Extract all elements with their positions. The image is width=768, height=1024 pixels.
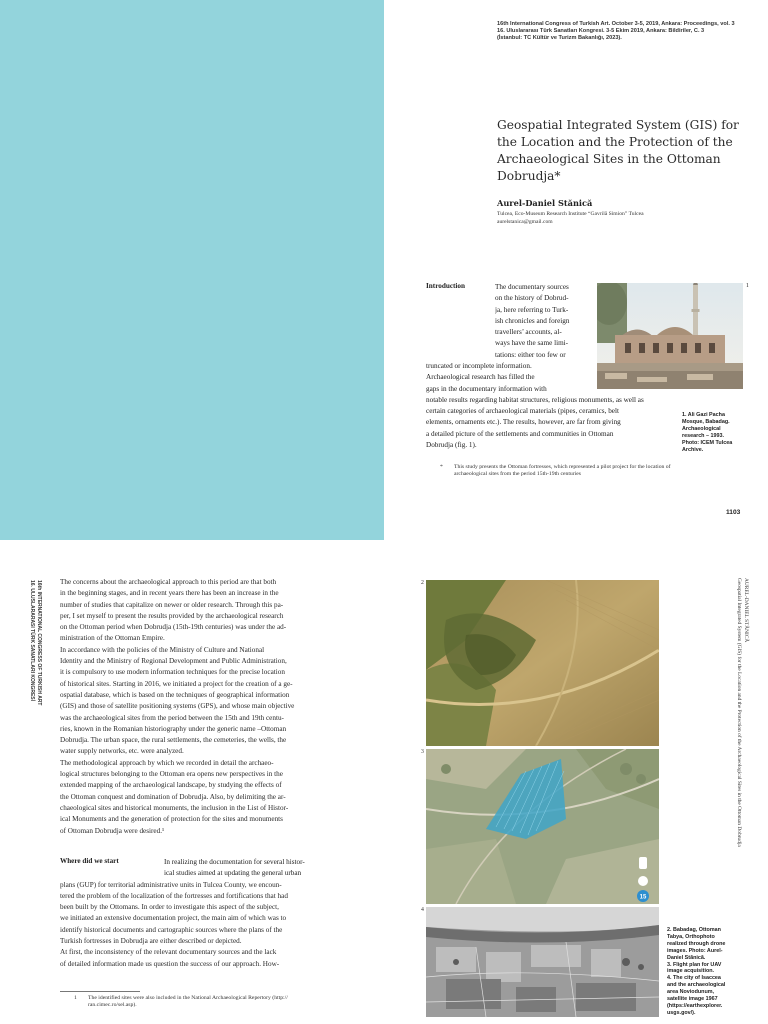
text-line: Archaeological research has filled the <box>426 373 535 382</box>
caption-line: image acquisition. <box>667 968 715 975</box>
footnote-line: ran.cimec.ro/sel.asp). <box>88 1002 137 1009</box>
intro-paragraph-narrow <box>495 282 591 361</box>
text-line: tered the problem of the localization of the fortresses and fortifications that had <box>60 891 288 900</box>
where-paragraph-wide <box>60 880 344 970</box>
figure-4-satellite-image <box>426 907 659 1017</box>
caption-line: Photo: ICEM Tulcea <box>682 439 733 446</box>
text-line: ical studies aimed at updating the general urban <box>164 869 302 878</box>
section-heading-where-did-we-start: Where did we start <box>60 857 119 865</box>
figure-1-number: 1 <box>746 283 749 289</box>
text-line: on the Ottoman period when Dobrudja (15th-19th centuries) was under the ad- <box>60 623 287 632</box>
text-line: of Ottoman Dobrudja were desired.¹ <box>60 826 165 835</box>
caption-line: realized through drone <box>667 940 726 947</box>
caption-line: Mosque, Babadag. <box>682 418 730 425</box>
figure-2-orthophoto <box>426 580 659 746</box>
text-line: ical Monuments and the generation of protection for the sites and monuments <box>60 815 283 824</box>
figure-4-number: 4 <box>421 907 424 913</box>
where-paragraph-narrow <box>164 857 344 880</box>
text-line: logical structures belonging to the Ottoman era opens new perspectives in the <box>60 770 283 779</box>
caption-line: usgs.gov/). <box>667 1009 696 1016</box>
text-line: At first, the inconsistency of the relevant documentary sources and the lack <box>60 948 277 957</box>
page-number: 1103 <box>726 509 741 516</box>
teal-cover-panel <box>0 0 384 540</box>
footnote-line: The identified sites were also included in the National Archaeological Repertory (http:// <box>88 995 288 1001</box>
text-line: of historical sites. Starting in 2016, we initiated a project for the creation of a ge- <box>60 679 293 688</box>
figures-2-4-captions <box>667 927 737 1017</box>
text-line: notable results regarding habitat structures, religious monuments, as well as <box>426 395 644 404</box>
text-line: chaeological sites and historical monuments, the inclusion in the List of Histor- <box>60 803 289 812</box>
text-line: The documentary sources <box>495 283 569 291</box>
text-line: ries, known in the Romanian historiography under the generic name –Ottoman <box>60 724 287 733</box>
text-line: been built by the Ottomans. In order to investigate this aspect of the subject, <box>60 903 279 912</box>
caption-line: (https://earthexplorer. <box>667 1002 723 1009</box>
caption-line: Tabya, Orthophoto <box>667 933 715 940</box>
running-header-lines <box>28 580 42 705</box>
text-line: truncated or incomplete information. <box>426 362 532 370</box>
text-line: identify historical documents and cartographic sources where the plans of the <box>60 925 283 934</box>
footnote-text: This study presents the Ottoman fortresses, which represented a pilot project for the location of archaeological sites from the period 15th-19th centuries <box>454 464 671 478</box>
text-line: travellers’ accounts, al- <box>495 328 562 337</box>
text-line: in the beginning stages, and in recent years there has been an increase in the <box>60 589 279 598</box>
author-email: aurelstanica@gmail.com <box>497 218 553 225</box>
text-line: Dobrudja. The urban space, the rural settlements, the cemeteries, the wells, the <box>60 736 287 745</box>
running-header-vertical-left <box>28 580 42 720</box>
map-zoom-badge: 15 <box>639 894 647 901</box>
footnote-text <box>88 995 344 1009</box>
text-line: The methodological approach by which we recorded in detail the archaeo- <box>60 758 274 767</box>
running-header-lines <box>735 578 749 847</box>
caption-line: area Noviodunum, <box>667 989 715 996</box>
figure-1-mosque-photo <box>597 283 743 389</box>
text-line: of detailed information made us question the success of our approach. How- <box>60 959 280 968</box>
text-line: Turkish fortresses in Dobrudja are either described or depicted. <box>60 937 242 946</box>
caption-line: Archaeological <box>682 425 721 432</box>
figure-3-number: 3 <box>421 749 424 755</box>
text-line: per, I set myself to present the results provided by the archaeological research <box>60 611 284 620</box>
caption-line: satellite image 1967 <box>667 996 718 1003</box>
running-header-line: 16th INTERNATIONAL CONGRESS OF TURKISH ART <box>36 580 42 706</box>
caption-line: 1. Ali Gazi Pacha <box>682 412 725 418</box>
text-line: plans (GUP) for territorial administrative units in Tulcea County, we encoun- <box>60 880 282 889</box>
figure-2-number: 2 <box>421 580 424 586</box>
text-line: (GIS) and those of satellite positioning systems (GPS), and whose main objective <box>60 702 295 711</box>
text-line: Dobrudja (fig. 1). <box>426 441 477 450</box>
caption-line: Archive. <box>682 446 704 453</box>
text-line: water supply networks, etc. were analyzed. <box>60 747 184 756</box>
text-line: tations: either too few or <box>495 350 566 359</box>
caption-line: research – 1993. <box>682 432 724 439</box>
running-header-line: 16. ULUSLARARASI TÜRK SANATLARI KONGRESİ <box>29 580 35 702</box>
text-line: ja, here referring to Turk- <box>495 305 569 314</box>
text-line: elements, ornaments etc.). The results, however, are far from giving <box>426 418 621 427</box>
caption-line: and the archaeological <box>667 982 726 989</box>
caption-line: 4. The city of Isaccea <box>667 975 721 982</box>
text-line: Identity and the Ministry of Regional Development and Public Administration, <box>60 657 287 666</box>
running-header-vertical-right <box>735 578 749 888</box>
author-name: Aurel-Daniel Stănică <box>497 198 593 208</box>
text-line: number of studies that capitalize on newer or older research. Through this pa- <box>60 600 284 609</box>
text-line: ospatial database, which is based on the techniques of geographical information <box>60 690 290 699</box>
conference-line: (İstanbul: TC Kültür ve Turizm Bakanlığı, 2023). <box>497 35 622 42</box>
text-line: In realizing the documentation for several histor- <box>164 858 305 866</box>
body-text-column <box>60 577 344 837</box>
footnote-rule <box>60 991 140 992</box>
running-header-line: Geospatial Integrated System (GIS) for the Location and the Protection of the Archaeological Sites in the Ottoman Dobrudja <box>735 578 742 847</box>
text-line: we initiated an extensive documentation project, the main aim of which was to <box>60 914 287 923</box>
text-line: The concerns about the archaeological approach to this period are that both <box>60 578 277 586</box>
footnote-mark: 1 <box>74 995 77 1001</box>
conference-line: 16th International Congress of Turkish Art. October 3-5, 2019, Ankara: Proceedings, vol. 3 <box>497 21 735 27</box>
conference-line: 16. Uluslararası Türk Sanatları Kongresi. 3-5 Ekim 2019, Ankara: Bildiriler, C. 3 <box>497 28 705 35</box>
conference-citation <box>497 21 752 43</box>
text-line: In accordance with the policies of the Ministry of Culture and National <box>60 645 265 654</box>
running-header-line: AUREL-DANIEL STĂNICĂ <box>743 578 749 643</box>
text-line: on the history of Dobrud- <box>495 294 569 303</box>
affiliation-text: Tulcea, Eco-Museum Research Institute “Gavrilă Simion” Tulcea <box>497 211 644 217</box>
caption-line: images. Photo: Aurel- <box>667 947 723 954</box>
text-line: certain categories of archaeological materials (pipes, ceramics, belt <box>426 407 619 416</box>
paper-title: Geospatial Integrated System (GIS) for the Location and the Protection of the Archaeological Sites in the Ottoman Dobrudja* <box>497 118 739 183</box>
text-line: extended mapping of the archaeological landscape, by studying the effects of <box>60 781 282 790</box>
text-line: ministration of the Ottoman Empire. <box>60 634 165 643</box>
figure-1-caption <box>682 412 748 453</box>
caption-line: Daniel Stănică. <box>667 954 706 961</box>
text-line: it is compulsory to use modern information techniques for the precise location <box>60 668 285 677</box>
text-line: ish chronicles and foreign <box>495 316 570 325</box>
text-line: ways have the same limi- <box>495 339 569 348</box>
footnote-mark: * <box>440 464 443 470</box>
text-line: was the archaeological sites from the period between the 15th and 19th centu- <box>60 713 284 722</box>
author-affiliation <box>497 211 747 226</box>
text-line: gaps in the documentary information with <box>426 384 547 393</box>
caption-line: 2. Babadag, Ottoman <box>667 927 721 933</box>
text-line: a detailed picture of the settlements and communities in Ottoman <box>426 429 614 438</box>
caption-line: 3. Flight plan for UAV <box>667 961 722 968</box>
text-line: the Ottoman conquest and domination of Dobrudja. Also, by delimiting the ar- <box>60 792 286 801</box>
section-heading-introduction: Introduction <box>426 282 466 290</box>
figure-3-flight-plan-map <box>426 749 659 904</box>
